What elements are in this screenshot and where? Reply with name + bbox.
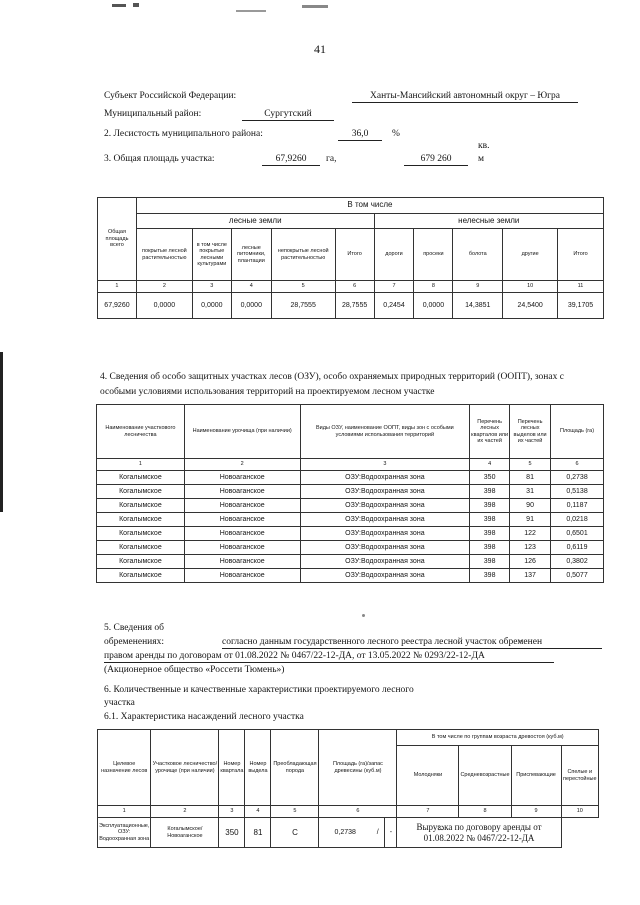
area-m2-unit: м <box>478 154 485 164</box>
table-cell: Новоаганское <box>184 499 300 513</box>
table-cell: Когалымское <box>97 555 185 569</box>
table-cell: 398 <box>470 513 510 527</box>
scan-mark <box>236 10 266 12</box>
table-cell: ОЗУ:Водоохранная зона <box>300 471 470 485</box>
table-cell: - <box>385 818 397 848</box>
column-number: 6 <box>335 281 374 293</box>
encumbrance-line-2: правом аренды по договорам от 01.08.2022 № 0467/22-12-ДА, от 13.05.2022 № 0293/22-12-ДА <box>104 650 554 663</box>
column-header: Целевое назначение лесов <box>98 730 151 806</box>
table-cell: 0,0000 <box>192 293 231 319</box>
column-number: 5 <box>271 281 335 293</box>
table-cell: 24,5400 <box>503 293 558 319</box>
column-header: дороги <box>374 229 414 281</box>
subject-value: Ханты-Мансийский автономный округ – Югра <box>352 90 578 103</box>
table-cell: 28,7555 <box>271 293 335 319</box>
table-cell: 0,6119 <box>551 541 604 555</box>
table-cell: ОЗУ:Водоохранная зона <box>300 555 470 569</box>
section-5-title: 5. Сведения об <box>104 623 164 633</box>
column-header: Площадь (га)/запас древесины (куб.м) <box>319 730 397 806</box>
table-cell: 0,0218 <box>551 513 604 527</box>
protected-areas-table <box>96 404 604 583</box>
column-header: Участковое лесничество/урочище (при наличии) <box>151 730 219 806</box>
table-cell: ОЗУ:Водоохранная зона <box>300 569 470 583</box>
section-6-1-title: 6.1. Характеристика насаждений лесного участка <box>104 712 304 722</box>
table-cell: 0,2454 <box>374 293 414 319</box>
column-number: 10 <box>561 806 598 818</box>
column-header: болота <box>453 229 503 281</box>
table-cell: 123 <box>510 541 551 555</box>
column-header: Виды ОЗУ, наименование ООПТ, виды зон с особыми условиями использования территорий <box>300 405 470 459</box>
table-cell: 91 <box>510 513 551 527</box>
page-number: 41 <box>314 42 326 56</box>
table-cell: Когалымское <box>97 527 185 541</box>
column-number: 9 <box>453 281 503 293</box>
column-header: покрытые лесной растительностью <box>136 229 192 281</box>
table-cell: Новоаганское <box>184 471 300 485</box>
column-number: 4 <box>470 459 510 471</box>
table-cell: Эксплуатационные, ОЗУ: Водоохранная зона <box>98 818 151 848</box>
table-cell: 398 <box>470 569 510 583</box>
table-cell: 0,2738 <box>319 818 371 848</box>
column-header: Перечень лесных кварталов или их частей <box>470 405 510 459</box>
column-header: Наименование урочища (при наличии) <box>184 405 300 459</box>
land-composition-table <box>97 197 604 319</box>
column-number: 3 <box>300 459 470 471</box>
area-m2-value: 679 260 <box>404 153 468 166</box>
nonforest-group-header: нелесные земли <box>374 214 603 229</box>
table-cell: Новоаганское <box>184 555 300 569</box>
scan-mark <box>0 352 3 512</box>
column-header: Номер выдела <box>245 730 271 806</box>
column-header: непокрытые лесной растительностью <box>271 229 335 281</box>
stand-characteristics-table <box>97 729 599 848</box>
column-number: 8 <box>459 806 511 818</box>
table-cell: Новоаганское <box>184 513 300 527</box>
column-number: 6 <box>319 806 397 818</box>
encumbrance-line-3: (Акционерное общество «Россети Тюмень») <box>104 665 285 675</box>
column-number: 3 <box>192 281 231 293</box>
table-cell: Новоаганское <box>184 485 300 499</box>
table-cell: Когалымское/ Новоаганское <box>151 818 219 848</box>
group-title: В том числе <box>136 198 603 214</box>
table-cell-note: Выруబка по договору аренды от 01.08.2022 № 0467/22-12-ДА <box>397 818 561 848</box>
table-cell: 0,0000 <box>414 293 453 319</box>
table-cell: ОЗУ:Водоохранная зона <box>300 527 470 541</box>
column-header: Номер квартала <box>219 730 245 806</box>
column-number: 1 <box>98 281 137 293</box>
table-cell: ОЗУ:Водоохранная зона <box>300 499 470 513</box>
table-cell: 81 <box>510 471 551 485</box>
table-cell: 39,1705 <box>558 293 604 319</box>
forest-cover-unit: % <box>392 129 400 139</box>
column-header: Перечень лесных выделов или их частей <box>510 405 551 459</box>
table-cell: Когалымское <box>97 499 185 513</box>
column-number: 10 <box>503 281 558 293</box>
table-cell: 398 <box>470 541 510 555</box>
column-number: 6 <box>551 459 604 471</box>
section-4-title: 4. Сведения об особо защитных участках лесов (ОЗУ), особо охраняемых природных территорий (ООПТ), зонах с особыми условиями использования территорий на проектируемом лесном участке <box>100 372 564 397</box>
district-label: Муниципальный район: <box>104 109 202 119</box>
column-number: 2 <box>136 281 192 293</box>
table-cell: 0,0000 <box>136 293 192 319</box>
scan-mark <box>133 3 139 7</box>
area-label: 3. Общая площадь участка: <box>104 154 215 164</box>
section-6-title-cont: участка <box>104 698 135 708</box>
column-number: 5 <box>510 459 551 471</box>
table-cell: 0,2738 <box>551 471 604 485</box>
column-header: Итого <box>335 229 374 281</box>
column-header: Средневозрастные <box>459 746 511 806</box>
table-cell: 28,7555 <box>335 293 374 319</box>
table-cell: 398 <box>470 555 510 569</box>
table-cell: 0,3802 <box>551 555 604 569</box>
table-cell: 398 <box>470 499 510 513</box>
table-cell: Новоаганское <box>184 527 300 541</box>
column-number: 3 <box>219 806 245 818</box>
column-header: Преобладающая порода <box>271 730 319 806</box>
section-5-label: обременениях: <box>104 637 165 647</box>
table-cell: 122 <box>510 527 551 541</box>
table-cell: ОЗУ:Водоохранная зона <box>300 541 470 555</box>
section-6-title: 6. Количественные и качественные характеристики проектируемого лесного <box>104 685 414 695</box>
table-cell: 0,5077 <box>551 569 604 583</box>
column-number: 1 <box>97 459 185 471</box>
table-cell: 126 <box>510 555 551 569</box>
column-number: 4 <box>231 281 271 293</box>
scan-mark <box>112 4 126 7</box>
table-cell: 0,5138 <box>551 485 604 499</box>
column-number: 7 <box>374 281 414 293</box>
table-cell: 90 <box>510 499 551 513</box>
district-value: Сургутский <box>242 108 334 121</box>
table-cell: Новоаганское <box>184 569 300 583</box>
column-header: другие <box>503 229 558 281</box>
table-cell: 31 <box>510 485 551 499</box>
table-cell: ОЗУ:Водоохранная зона <box>300 513 470 527</box>
table-cell: 398 <box>470 485 510 499</box>
column-number: 2 <box>151 806 219 818</box>
encumbrance-line-1: согласно данным государственного лесного реестра лесной участок обременен <box>222 636 602 649</box>
forest-group-header: лесные земли <box>136 214 374 229</box>
table-cell: Когалымское <box>97 569 185 583</box>
column-header: просеки <box>414 229 453 281</box>
table-cell: С <box>271 818 319 848</box>
table-cell: 0,6501 <box>551 527 604 541</box>
column-number: 11 <box>558 281 604 293</box>
table-cell: 0,1187 <box>551 499 604 513</box>
table-cell: Когалымское <box>97 471 185 485</box>
subject-label: Субъект Российской Федерации: <box>104 91 237 101</box>
total-area-header: Общая площадь всего <box>98 198 137 281</box>
table-cell: 398 <box>470 527 510 541</box>
table-cell: 81 <box>245 818 271 848</box>
table-cell: Когалымское <box>97 485 185 499</box>
column-number: 4 <box>245 806 271 818</box>
area-m2-unit-top: кв. <box>478 141 490 151</box>
area-ha-unit: га, <box>326 154 337 164</box>
column-header: Приспевающие <box>511 746 561 806</box>
area-ha-value: 67,9260 <box>262 153 320 166</box>
column-number: 8 <box>414 281 453 293</box>
table-cell: ОЗУ:Водоохранная зона <box>300 485 470 499</box>
table-cell: 0,0000 <box>231 293 271 319</box>
table-cell: 137 <box>510 569 551 583</box>
column-number: 7 <box>397 806 459 818</box>
column-header: Наименование участкового лесничества <box>97 405 185 459</box>
forest-cover-label: 2. Лесистость муниципального района: <box>104 129 263 139</box>
column-header: лесные питомники, плантации <box>231 229 271 281</box>
table-cell: Новоаганское <box>184 541 300 555</box>
column-number: 2 <box>184 459 300 471</box>
forest-cover-value: 36,0 <box>338 128 382 141</box>
table-cell: Когалымское <box>97 513 185 527</box>
table-cell: 350 <box>470 471 510 485</box>
scan-mark <box>362 614 365 617</box>
age-group-header: В том числе по группам возраста древостоя (куб.м) <box>397 730 599 746</box>
column-header: Молодняки <box>397 746 459 806</box>
column-header: Итого <box>558 229 604 281</box>
column-number: 5 <box>271 806 319 818</box>
column-header: в том числе покрытые лесными культурами <box>192 229 231 281</box>
table-cell: Когалымское <box>97 541 185 555</box>
table-cell: 67,9260 <box>98 293 137 319</box>
column-header: Площадь (га) <box>551 405 604 459</box>
scan-mark <box>302 5 328 8</box>
table-cell: / <box>371 818 385 848</box>
table-cell: 350 <box>219 818 245 848</box>
column-header: Спелые и перестойные <box>561 746 598 806</box>
column-number: 1 <box>98 806 151 818</box>
column-number: 9 <box>511 806 561 818</box>
table-cell: 14,3851 <box>453 293 503 319</box>
